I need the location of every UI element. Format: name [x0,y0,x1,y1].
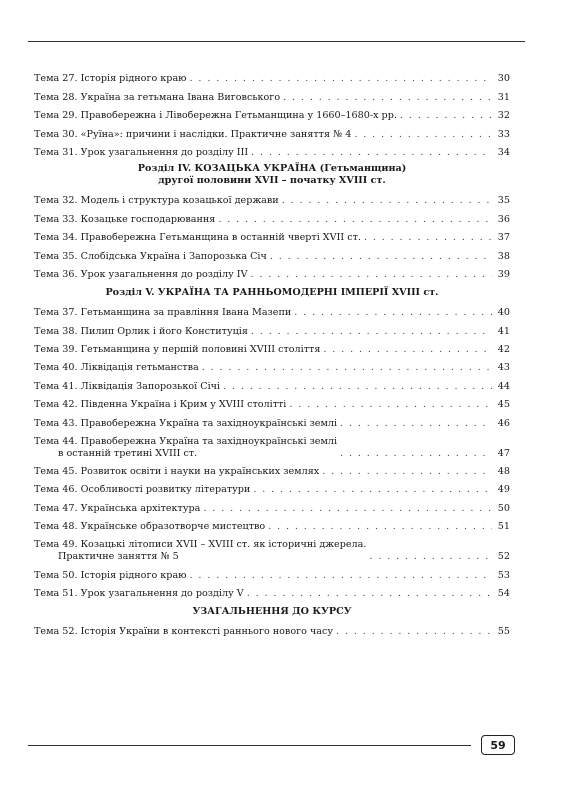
toc-entry[interactable] [34,85,510,103]
toc-entry-title: Тема 35. Слобідська Україна і Запорозька Січ [34,250,267,262]
toc-group-summary [34,620,510,638]
toc-entry-title: Тема 29. Правобережна і Лівобережна Гетьманщина у 1660–1680-х рр. [34,110,397,122]
toc-entry-page: 43 [497,362,510,374]
page-number-badge: 59 [481,735,515,755]
dot-leader [202,362,492,374]
toc-entry-page: 36 [497,213,510,225]
dot-leader [322,466,492,478]
toc-entry-title [34,436,337,460]
toc-entry-title-line2: Практичне заняття № 5 [58,551,179,563]
dot-leader [253,484,492,496]
toc-entry[interactable] [34,67,510,85]
toc-entry-title: Тема 40. Ліквідація гетьманства [34,362,199,374]
toc-entry-page: 44 [497,380,510,392]
toc-entry-title: Тема 41. Ліквідація Запорозької Січі [34,380,221,392]
toc-entry-page: 42 [497,344,510,356]
dot-leader [247,588,492,600]
dot-leader [251,147,492,159]
toc-entry-title: Тема 47. Українська архітектура [34,502,201,514]
toc-entry-title: Тема 36. Урок узагальнення до розділу IV [34,268,248,280]
toc-entry[interactable] [34,582,510,600]
toc-entry[interactable] [34,620,510,638]
dot-leader [251,326,492,338]
dot-leader [203,503,492,515]
toc-entry-title-line2: в останній третині XVIII ст. [58,447,198,459]
toc-entry[interactable] [34,207,510,225]
toc-entry[interactable] [34,515,510,533]
dot-leader [336,626,492,638]
toc-entry-title: Тема 30. «Руїна»: причини і наслідки. Практичне заняття № 4 [34,128,352,140]
section-heading-6-line1: УЗАГАЛЬНЕННЯ ДО КУРСУ [192,605,352,617]
dot-leader [190,570,492,582]
dot-leader [270,251,492,263]
toc-entry-page: 31 [497,91,510,103]
dot-leader [400,110,492,122]
toc-entry-page: 55 [497,626,510,638]
toc-entry-page: 34 [497,146,510,158]
section-heading-6 [34,600,510,620]
toc-entry-title: Тема 52. Історія України в контексті раннього нового часу [34,626,334,638]
toc-entry-title: Тема 38. Пилип Орлик і його Конституція [34,325,248,337]
section-heading-4-line2: другої половини XVII – початку XVIII ст. [158,174,386,186]
toc-entry-page: 37 [497,232,510,244]
toc-entry-page: 51 [497,521,510,533]
top-rule [28,41,525,42]
toc-entry[interactable] [34,563,510,581]
toc-entry-title: Тема 27. Історія рідного краю [34,73,187,85]
toc-entry[interactable] [34,411,510,429]
toc-entry[interactable] [34,301,510,319]
toc-entry[interactable] [34,141,510,159]
toc-entry-page: 45 [497,399,510,411]
toc-entry-page: 30 [497,73,510,85]
toc-entry[interactable] [34,496,510,514]
dot-leader [282,195,492,207]
toc-entry-title: Тема 50. Історія рідного краю [34,569,187,581]
toc-entry[interactable] [34,356,510,374]
toc-entry-page: 32 [497,110,510,122]
toc-entry-title [34,539,366,563]
toc-entry-page: 41 [497,325,510,337]
dot-leader [268,521,492,533]
toc-group-section-4 [34,189,510,281]
dot-leader [218,214,492,226]
toc-entry-title: Тема 34. Правобережна Гетьманщина в останній чверті XVII ст. [34,232,361,244]
toc-entry-44[interactable] [34,430,510,460]
toc-entry[interactable] [34,393,510,411]
toc-entry-page: 48 [497,466,510,478]
toc-entry-title: Тема 46. Особливості розвитку літератури [34,484,251,496]
toc-entry-title: Тема 42. Південна Україна і Крим у XVIII столітті [34,399,287,411]
bottom-rule [28,745,471,746]
toc-entry-title-line1: Тема 49. Козацькі літописи XVII – XVIII ст. як історичні джерела. [34,539,367,551]
toc-entry-page: 39 [497,268,510,280]
toc-entry-title: Тема 39. Гетьманщина у першій половині XVIII століття [34,344,321,356]
section-heading-4-line1: Розділ IV. КОЗАЦЬКА УКРАЇНА (Гетьманщина) [137,162,407,174]
dot-leader [369,551,492,563]
dot-leader [289,399,492,411]
toc-entry[interactable] [34,478,510,496]
toc-entry[interactable] [34,263,510,281]
toc-entry-page: 52 [497,551,510,563]
toc-entry-page: 54 [497,587,510,599]
toc-entry-title-line1: Тема 44. Правобережна Україна та західноукраїнські землі [34,435,338,447]
toc-entry-title: Тема 43. Правобережна Україна та західноукраїнські землі [34,417,338,429]
toc-entry-title: Тема 28. Україна за гетьмана Івана Виговського [34,91,281,103]
toc-entry[interactable] [34,460,510,478]
toc-entry-page: 47 [497,447,510,459]
toc-group-section-5c [34,563,510,600]
toc-entry-49[interactable] [34,533,510,563]
toc-group-section-5b [34,460,510,534]
toc-entry[interactable] [34,226,510,244]
dot-leader [190,73,492,85]
toc-entry-page: 33 [497,128,510,140]
toc-entry[interactable] [34,338,510,356]
table-of-contents [34,67,510,638]
toc-entry-page: 40 [497,307,510,319]
dot-leader [251,269,493,281]
toc-entry[interactable] [34,189,510,207]
toc-entry[interactable] [34,104,510,122]
toc-entry-title: Тема 37. Гетьманщина за правління Івана Мазепи [34,307,292,319]
toc-entry-title: Тема 33. Козацьке господарювання [34,213,216,225]
toc-entry-page: 49 [497,484,510,496]
dot-leader [323,344,492,356]
toc-entry-title: Тема 32. Модель і структура козацької держави [34,195,279,207]
toc-entry-title: Тема 51. Урок узагальнення до розділу V [34,587,244,599]
toc-entry[interactable] [34,374,510,392]
dot-leader [294,307,492,319]
toc-entry[interactable] [34,319,510,337]
toc-entry-page: 50 [497,502,510,514]
toc-entry[interactable] [34,122,510,140]
dot-leader [364,232,492,244]
dot-leader [340,418,492,430]
section-heading-5-line1: Розділ V. УКРАЇНА ТА РАННЬОМОДЕРНІ ІМПЕРІЇ XVIII ст. [105,286,439,298]
dot-leader [354,129,492,141]
dot-leader [283,92,492,104]
toc-group-section-3 [34,67,510,159]
section-heading-5 [34,281,510,301]
dot-leader [340,448,492,460]
toc-entry-title: Тема 45. Розвиток освіти і науки на українських землях [34,466,320,478]
toc-entry-title: Тема 48. Українське образотворче мистецтво [34,521,266,533]
toc-entry-page: 53 [497,569,510,581]
toc-entry-page: 38 [497,250,510,262]
dot-leader [223,381,492,393]
toc-entry[interactable] [34,244,510,262]
toc-group-section-5a [34,301,510,430]
toc-entry-title: Тема 31. Урок узагальнення до розділу ІІІ [34,146,249,158]
toc-entry-page: 46 [497,417,510,429]
toc-entry-page: 35 [497,195,510,207]
section-heading-4 [34,159,510,189]
